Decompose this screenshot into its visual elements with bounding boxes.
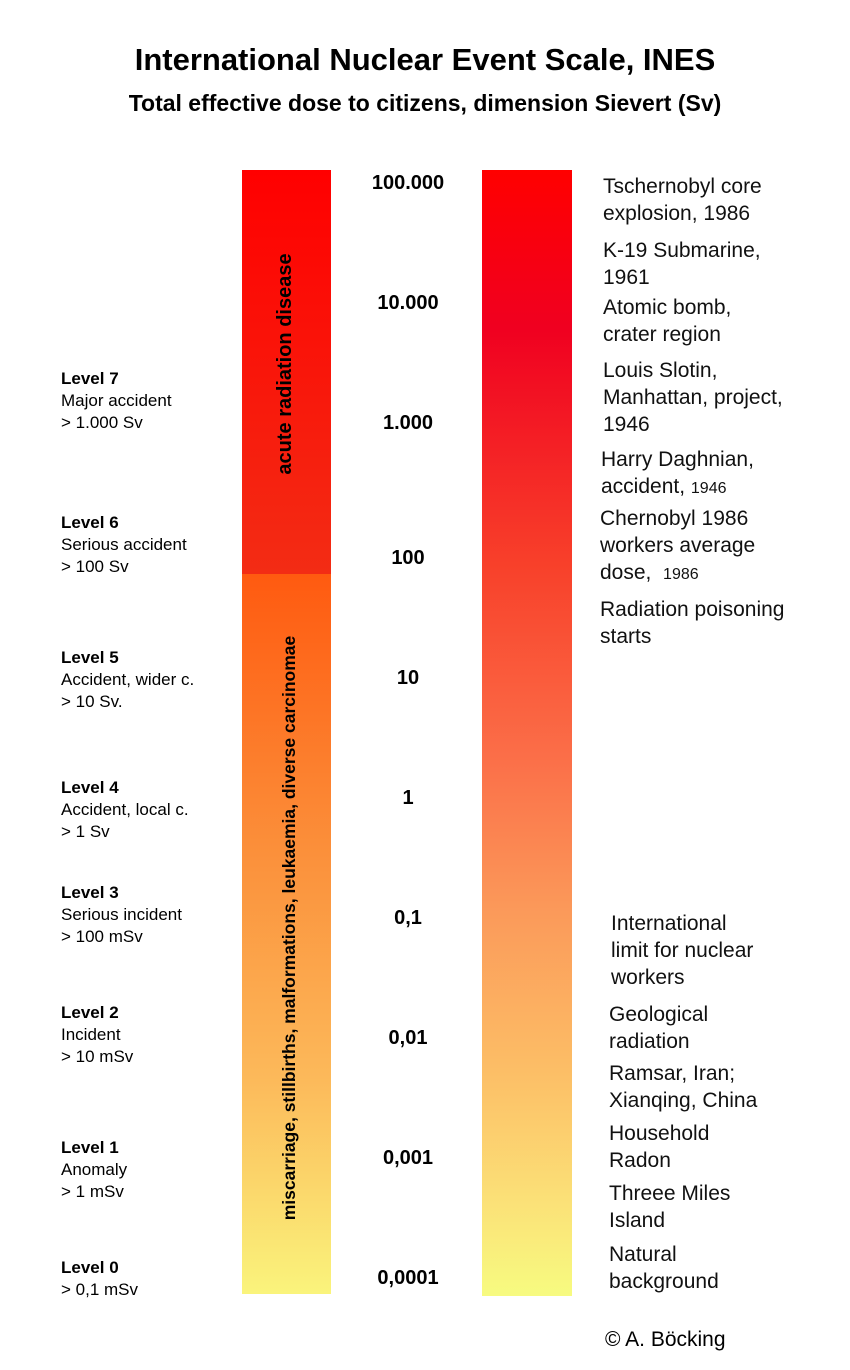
acute-effects-label: acute radiation disease	[274, 253, 296, 475]
level-threshold: > 10 mSv	[61, 1047, 134, 1066]
event-line: Radiation poisoning	[600, 598, 785, 621]
event-year: 1946	[690, 480, 727, 497]
event-item	[601, 446, 754, 502]
event-line: starts	[600, 625, 652, 648]
dose-value: 10	[396, 667, 420, 689]
event-item	[609, 1060, 757, 1114]
dose-value: 0,01	[388, 1027, 428, 1049]
event-item	[609, 1120, 709, 1174]
event-line: Manhattan, project,	[603, 386, 783, 409]
level-threshold: > 10 Sv.	[61, 692, 123, 711]
event-line: limit for nuclear	[611, 939, 754, 962]
level-threshold: > 100 Sv	[61, 557, 129, 576]
event-line: workers average	[600, 534, 756, 557]
level-desc: Incident	[61, 1025, 121, 1044]
level-threshold: > 0,1 mSv	[61, 1280, 139, 1299]
level-threshold: > 1 mSv	[61, 1182, 124, 1201]
event-line: Island	[609, 1209, 666, 1232]
dose-value: 100.000	[371, 172, 445, 194]
event-line: Threee Miles	[609, 1182, 731, 1205]
level-threshold: > 1.000 Sv	[61, 413, 143, 432]
level-desc: Serious incident	[61, 905, 182, 924]
event-text: dose,	[600, 561, 652, 584]
level-5	[61, 647, 194, 713]
event-item	[609, 1001, 708, 1055]
page-title: International Nuclear Event Scale, INES	[134, 42, 716, 77]
level-3	[61, 882, 182, 948]
event-line: Tschernobyl core	[603, 175, 762, 198]
dose-value: 1.000	[382, 412, 434, 434]
dose-value: 0,1	[394, 907, 422, 929]
level-1	[61, 1137, 127, 1203]
event-item	[603, 357, 783, 438]
level-name: Level 2	[61, 1003, 119, 1022]
level-desc: Accident, wider c.	[61, 670, 195, 689]
level-name: Level 3	[61, 883, 119, 902]
event-line: 1961	[603, 266, 650, 289]
level-name: Level 7	[61, 369, 119, 388]
event-line: background	[609, 1270, 719, 1293]
dose-gradient-bar	[482, 170, 572, 1296]
dose-value: 1	[402, 787, 414, 809]
level-desc: Major accident	[61, 391, 172, 410]
event-line: Ramsar, Iran;	[609, 1062, 736, 1085]
level-4	[61, 777, 189, 843]
level-threshold: > 1 Sv	[61, 822, 110, 841]
event-item	[600, 505, 755, 588]
dose-value: 0,0001	[377, 1267, 439, 1289]
event-item	[603, 173, 762, 227]
level-desc: Accident, local c.	[61, 800, 189, 819]
dose-value: 100	[391, 547, 425, 569]
level-2	[61, 1002, 133, 1068]
dose-value: 0,001	[382, 1147, 434, 1169]
event-line	[601, 473, 754, 502]
event-item	[603, 237, 761, 291]
event-line: Geological	[609, 1003, 709, 1026]
event-line: 1946	[603, 413, 650, 436]
event-item	[603, 294, 731, 348]
level-6	[61, 512, 187, 578]
event-item	[609, 1180, 730, 1234]
event-line	[600, 559, 755, 588]
event-line: International	[611, 912, 727, 935]
event-line: Household	[609, 1122, 710, 1145]
chronic-effects-label: miscarriage, stillbirths, malformations, leukaemia, diverse carcinomae	[279, 635, 299, 1221]
dose-value: 10.000	[377, 292, 439, 314]
event-text: accident,	[601, 475, 686, 498]
level-threshold: > 100 mSv	[61, 927, 143, 946]
event-line: radiation	[609, 1030, 690, 1053]
level-0	[61, 1257, 138, 1301]
level-name: Level 1	[61, 1138, 119, 1157]
event-line: Natural	[609, 1243, 677, 1266]
event-line: workers	[611, 966, 685, 989]
level-name: Level 0	[61, 1258, 119, 1277]
page-subtitle: Total effective dose to citizens, dimension Sievert (Sv)	[128, 90, 722, 116]
event-item	[609, 1241, 719, 1295]
level-7	[61, 368, 172, 434]
event-line: Louis Slotin,	[603, 359, 718, 382]
event-item	[600, 596, 784, 650]
level-desc: Anomaly	[61, 1160, 128, 1179]
level-name: Level 5	[61, 648, 119, 667]
event-item	[611, 910, 753, 991]
copyright: © A. Böcking	[605, 1328, 726, 1351]
event-line: Atomic bomb,	[603, 296, 732, 319]
event-line: Harry Daghnian,	[601, 448, 754, 471]
level-name: Level 4	[61, 778, 119, 797]
level-name: Level 6	[61, 513, 119, 532]
event-line: crater region	[603, 323, 721, 346]
event-line: Radon	[609, 1149, 671, 1172]
event-line: K-19 Submarine,	[603, 239, 761, 262]
event-year: 1986	[663, 566, 699, 583]
event-line: Xianqing, China	[609, 1089, 758, 1112]
level-desc: Serious accident	[61, 535, 187, 554]
event-line: Chernobyl 1986	[600, 507, 749, 530]
event-line: explosion, 1986	[603, 202, 751, 225]
